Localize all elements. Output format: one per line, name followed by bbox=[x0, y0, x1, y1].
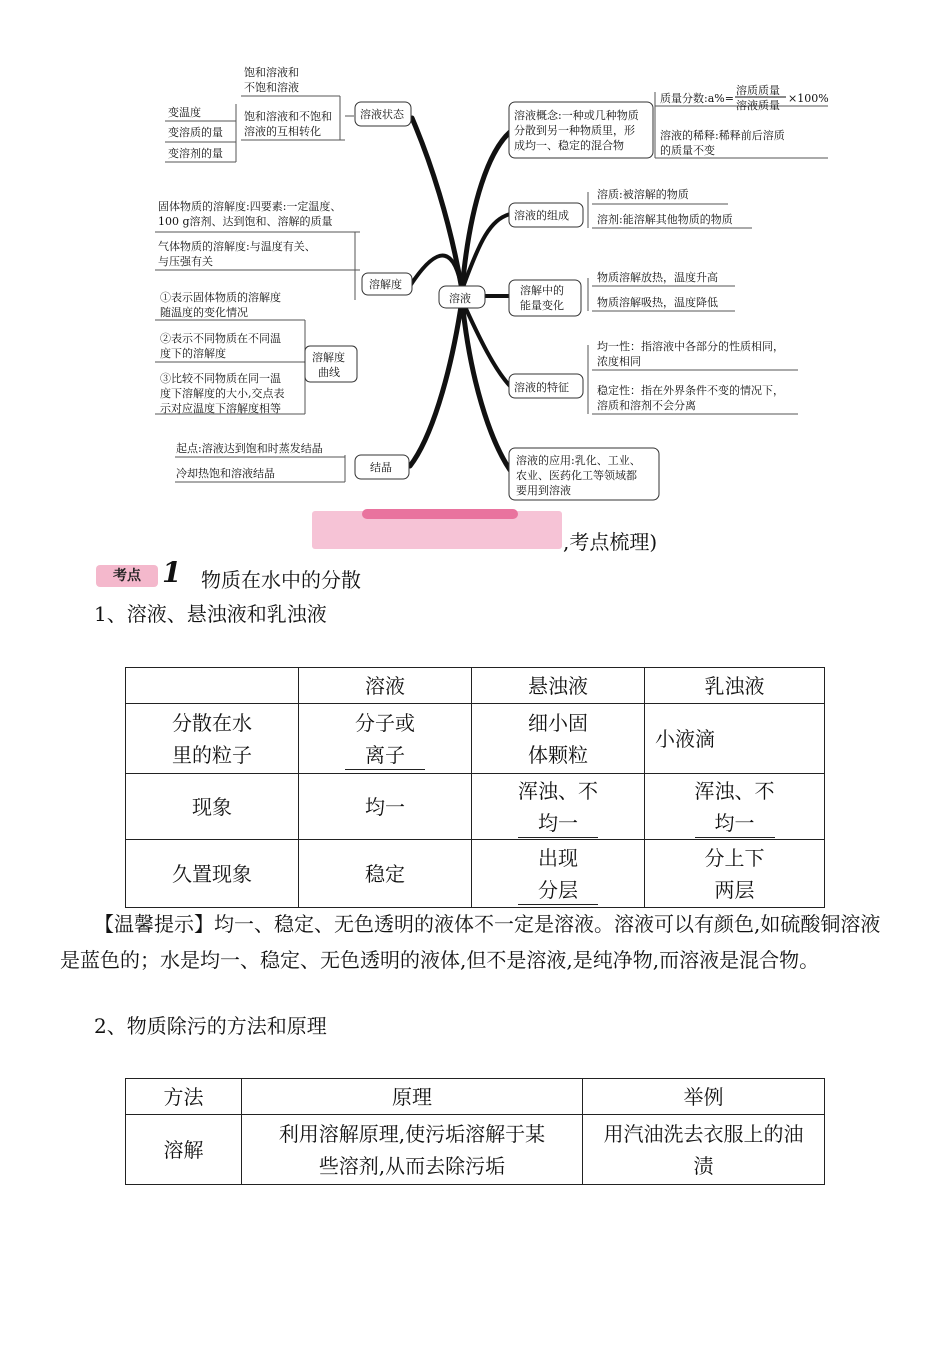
svg-text:随温度的变化情况: 随温度的变化情况 bbox=[160, 306, 248, 319]
t1-cell: 分子或 离子 bbox=[299, 704, 472, 774]
svg-text:饱和溶液和: 饱和溶液和 bbox=[244, 66, 299, 79]
svg-text:变溶质的量: 变溶质的量 bbox=[168, 126, 223, 139]
t1-cell: 分上下 两层 bbox=[645, 840, 825, 908]
svg-text:溶解度: 溶解度 bbox=[312, 351, 345, 364]
mm-center: 溶液 bbox=[449, 292, 471, 305]
svg-text:溶质:被溶解的物质: 溶质:被溶解的物质 bbox=[597, 188, 689, 201]
t1-header: 乳浊液 bbox=[645, 668, 825, 704]
svg-text:固体物质的溶解度:四要素:一定温度、: 固体物质的溶解度:四要素:一定温度、 bbox=[158, 200, 342, 213]
section-1-title: 1、溶液、悬浊液和乳浊液 bbox=[94, 602, 327, 626]
dispersion-table bbox=[125, 667, 825, 908]
svg-text:溶液的应用:乳化、工业、: 溶液的应用:乳化、工业、 bbox=[516, 454, 641, 467]
svg-text:溶质质量: 溶质质量 bbox=[736, 84, 780, 97]
svg-text:曲线: 曲线 bbox=[318, 366, 340, 379]
svg-text:示对应温度下溶解度相等: 示对应温度下溶解度相等 bbox=[160, 402, 281, 415]
svg-text:质量分数:a%=: 质量分数:a%= bbox=[660, 92, 734, 105]
svg-text:②表示不同物质在不同温: ②表示不同物质在不同温 bbox=[160, 332, 281, 345]
section-2-title: 2、物质除污的方法和原理 bbox=[94, 1014, 327, 1038]
t2-method: 溶解 bbox=[126, 1115, 242, 1185]
t2-header: 举例 bbox=[583, 1079, 825, 1115]
svg-text:变温度: 变温度 bbox=[168, 106, 201, 119]
t1-header: 悬浊液 bbox=[472, 668, 645, 704]
svg-text:饱和溶液和不饱和: 饱和溶液和不饱和 bbox=[244, 110, 332, 123]
svg-text:稳定性：指在外界条件不变的情况下，: 稳定性：指在外界条件不变的情况下， bbox=[597, 384, 784, 397]
svg-text:溶质和溶剂不会分离: 溶质和溶剂不会分离 bbox=[597, 399, 696, 412]
t2-principle: 利用溶解原理,使污垢溶解于某 些溶剂,从而去除污垢 bbox=[242, 1115, 583, 1185]
svg-text:与压强有关: 与压强有关 bbox=[158, 255, 213, 268]
kaodian-badge: 考点 bbox=[96, 565, 158, 587]
svg-text:溶液质量: 溶液质量 bbox=[736, 99, 780, 112]
svg-text:①表示固体物质的溶解度: ①表示固体物质的溶解度 bbox=[160, 291, 281, 304]
svg-text:起点:溶液达到饱和时蒸发结晶: 起点:溶液达到饱和时蒸发结晶 bbox=[176, 442, 323, 455]
mm-state-label: 溶液状态 bbox=[360, 108, 404, 121]
svg-text:度下的溶解度: 度下的溶解度 bbox=[160, 347, 226, 360]
t1-row-head: 分散在水 里的粒子 bbox=[126, 704, 299, 774]
svg-text:物质溶解放热，温度升高: 物质溶解放热，温度升高 bbox=[597, 271, 718, 284]
t1-header: 溶液 bbox=[299, 668, 472, 704]
t1-cell: 稳定 bbox=[299, 840, 472, 908]
svg-text:物质溶解吸热，温度降低: 物质溶解吸热，温度降低 bbox=[597, 296, 718, 309]
svg-text:溶解中的: 溶解中的 bbox=[520, 284, 564, 297]
svg-text:100 g溶剂、达到饱和、溶解的质量: 100 g溶剂、达到饱和、溶解的质量 bbox=[158, 215, 333, 228]
svg-text:溶液的互相转化: 溶液的互相转化 bbox=[244, 125, 321, 138]
t2-header: 原理 bbox=[242, 1079, 583, 1115]
svg-text:不饱和溶液: 不饱和溶液 bbox=[244, 81, 299, 94]
heading-tail: ,考点梳理) bbox=[563, 530, 658, 554]
mind-map bbox=[0, 0, 950, 520]
t1-row-head: 久置现象 bbox=[126, 840, 299, 908]
svg-text:气体物质的溶解度:与温度有关、: 气体物质的溶解度:与温度有关、 bbox=[158, 240, 316, 253]
kaodian-title: 物质在水中的分散 bbox=[201, 568, 361, 592]
t1-cell: 细小固 体颗粒 bbox=[472, 704, 645, 774]
svg-text:溶液的稀释:稀释前后溶质: 溶液的稀释:稀释前后溶质 bbox=[660, 129, 785, 142]
svg-text:溶液的组成: 溶液的组成 bbox=[514, 209, 569, 222]
svg-text:变溶剂的量: 变溶剂的量 bbox=[168, 147, 223, 160]
svg-text:冷却热饱和溶液结晶: 冷却热饱和溶液结晶 bbox=[176, 467, 275, 480]
svg-text:要用到溶液: 要用到溶液 bbox=[516, 484, 571, 497]
svg-text:溶液概念:一种或几种物质: 溶液概念:一种或几种物质 bbox=[514, 109, 639, 122]
svg-text:度下溶解度的大小,交点表: 度下溶解度的大小,交点表 bbox=[160, 387, 285, 400]
t1-cell: 出现 分层 bbox=[472, 840, 645, 908]
heading-banner bbox=[312, 511, 562, 549]
svg-text:能量变化: 能量变化 bbox=[520, 299, 564, 312]
svg-text:成均一、稳定的混合物: 成均一、稳定的混合物 bbox=[514, 139, 624, 152]
t1-row-head: 现象 bbox=[126, 774, 299, 840]
svg-text:×100%: ×100% bbox=[788, 92, 829, 105]
svg-text:③比较不同物质在同一温: ③比较不同物质在同一温 bbox=[160, 372, 281, 385]
mm-solubility-label: 溶解度 bbox=[369, 278, 402, 291]
t1-cell: 小液滴 bbox=[645, 704, 825, 774]
svg-text:浓度相同: 浓度相同 bbox=[597, 355, 641, 368]
cleaning-table bbox=[125, 1078, 825, 1185]
mm-crystal-label: 结晶 bbox=[370, 461, 392, 474]
t1-cell: 浑浊、不 均一 bbox=[645, 774, 825, 840]
svg-text:均一性：指溶液中各部分的性质相同，: 均一性：指溶液中各部分的性质相同， bbox=[597, 340, 784, 353]
svg-text:农业、医药化工等领域都: 农业、医药化工等领域都 bbox=[516, 469, 637, 482]
t1-cell: 浑浊、不 均一 bbox=[472, 774, 645, 840]
t2-header: 方法 bbox=[126, 1079, 242, 1115]
t1-header-empty bbox=[126, 668, 299, 704]
warm-tip: 【温馨提示】均一、稳定、无色透明的液体不一定是溶液。溶液可以有颜色,如硫酸铜溶液是蓝色的；水是均一、稳定、无色透明的液体,但不是溶液,是纯净物,而溶液是混合物。 bbox=[60, 912, 881, 972]
svg-text:分散到另一种物质里，形: 分散到另一种物质里，形 bbox=[514, 124, 635, 137]
t2-example: 用汽油洗去衣服上的油 渍 bbox=[583, 1115, 825, 1185]
t1-cell: 均一 bbox=[299, 774, 472, 840]
kaodian-number: 1 bbox=[162, 556, 182, 589]
svg-text:溶液的特征: 溶液的特征 bbox=[514, 381, 569, 394]
svg-text:溶剂:能溶解其他物质的物质: 溶剂:能溶解其他物质的物质 bbox=[597, 213, 733, 226]
svg-text:的质量不变: 的质量不变 bbox=[660, 144, 715, 157]
